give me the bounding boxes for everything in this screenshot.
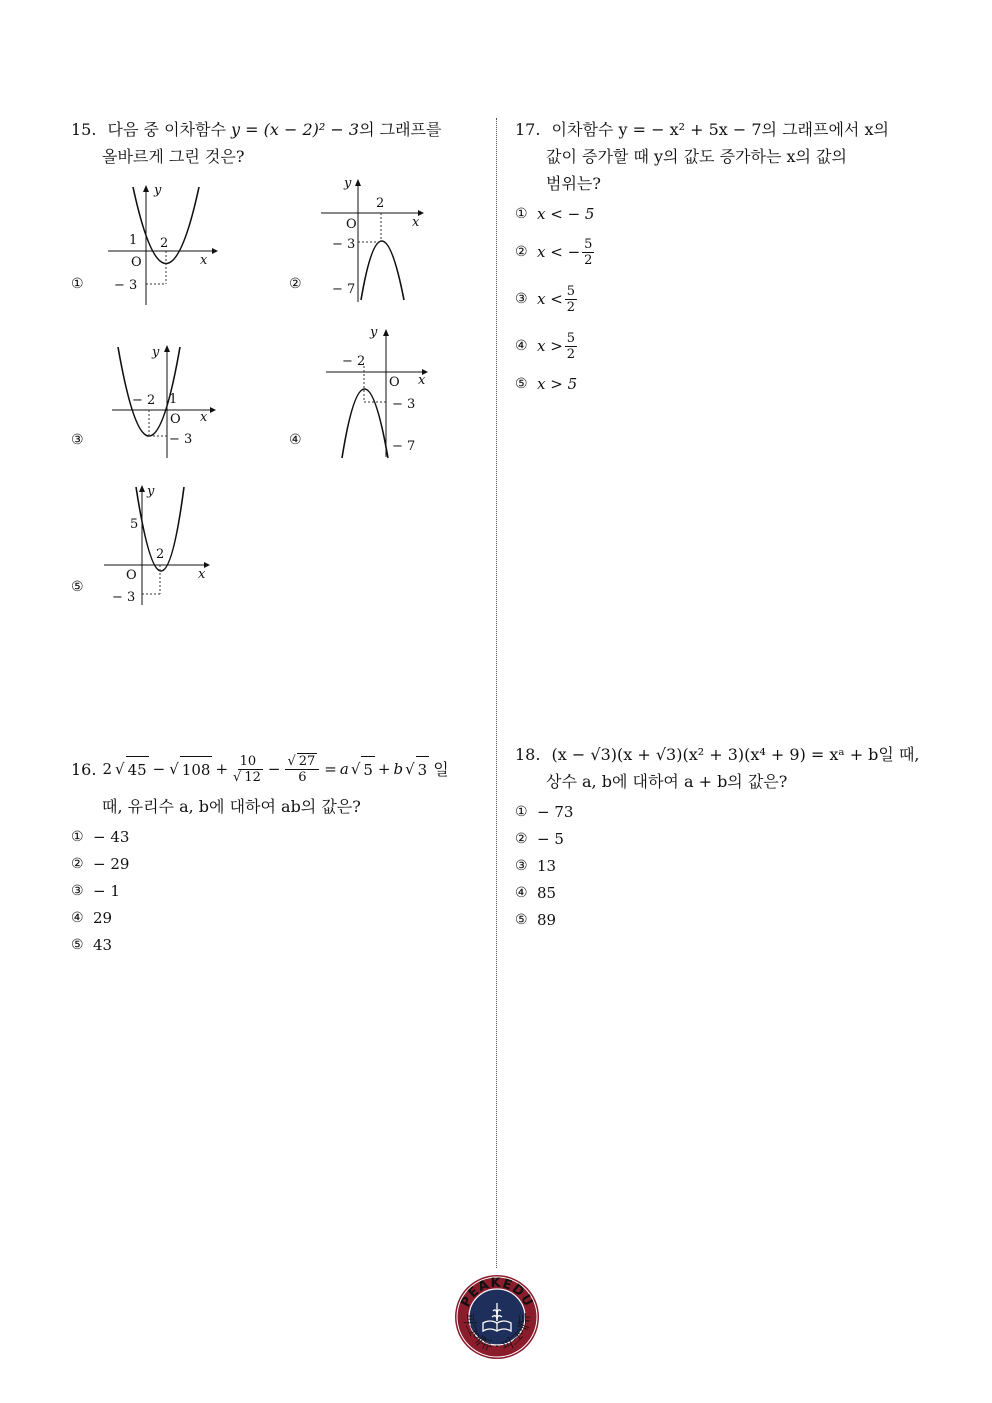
option-text: 89 [537, 911, 557, 929]
y-label: y [370, 325, 378, 340]
parabola [361, 241, 404, 300]
q15-stem-line2: 올바르게 그린 것은? [102, 147, 245, 166]
y-axis-arrow [383, 329, 389, 336]
expr-radicand-6: 3 [416, 756, 430, 784]
x-axis-arrow [210, 407, 216, 413]
q16-option-5[interactable] [71, 932, 486, 959]
option-text: − 29 [93, 855, 130, 873]
y-intercept-label: 1 [129, 233, 138, 248]
q17-option-5[interactable] [515, 369, 915, 399]
y-axis-arrow [139, 485, 145, 492]
question-18 [515, 741, 935, 934]
x-label: x [198, 567, 206, 582]
expr-fraction-2: $\frac{√ 27}{6}$ [285, 754, 319, 785]
origin-label: O [389, 375, 400, 390]
option-text: 85 [537, 884, 557, 902]
q18-option-3[interactable] [515, 853, 935, 880]
origin-label: O [170, 412, 181, 427]
expr-fraction-1: $\frac{10}{√ 12}$ [233, 754, 261, 785]
expr-radicand-1: 45 [126, 756, 149, 784]
option-mark: ① [515, 205, 528, 222]
y-label: y [152, 345, 160, 360]
option-mark: ① [515, 804, 528, 820]
q16-option-1[interactable] [71, 824, 486, 851]
option-text: 13 [537, 857, 557, 875]
q16-options [71, 824, 486, 959]
q18-stem-line1: (x − √3)(x + √3)(x² + 3)(x⁴ + 9) = xᵃ + b일 때, [551, 745, 920, 764]
option-mark: ④ [515, 885, 528, 901]
q17-option-1[interactable] [515, 199, 915, 229]
y-intercept-label: − 7 [332, 282, 356, 297]
q16-stem-tail: 일 [433, 760, 449, 779]
y-axis-arrow [143, 185, 149, 192]
q17-option-2[interactable] [515, 229, 915, 275]
q16-stem-line2: 때, 유리수 a, b에 대하여 ab의 값은? [102, 797, 361, 816]
q15-graph-3[interactable] [100, 340, 230, 465]
vertex-x-label: 2 [156, 547, 165, 562]
option-mark: ② [515, 243, 528, 260]
question-17 [515, 116, 915, 399]
vertex-x-label: − 2 [132, 393, 156, 408]
vertex-y-label: − 3 [392, 397, 416, 412]
option-text: − 43 [93, 828, 130, 846]
q15-graph-5[interactable] [100, 480, 230, 610]
logo-top-text: PEAKEDU [458, 1275, 536, 1310]
option-mark: ⑤ [515, 375, 528, 392]
option-text: x > [537, 336, 563, 355]
q17-options [515, 199, 915, 399]
q16-stem [71, 754, 486, 785]
frac1-num: 10 [239, 754, 257, 769]
vertex-y-label: − 3 [332, 237, 356, 252]
q15-stem [71, 116, 481, 170]
option-mark: ④ [515, 337, 528, 354]
option-frac-num: 5 [566, 330, 576, 346]
option-text: x < − [537, 242, 581, 261]
q17-stem-line2: 값이 증가할 때 y의 값도 증가하는 x의 값의 [546, 147, 847, 166]
expr-op-1: − [152, 760, 166, 778]
option-frac-den: 2 [584, 252, 593, 268]
q18-option-2[interactable] [515, 826, 935, 853]
option-frac-den: 2 [566, 299, 576, 315]
vertex-y-label: − 3 [169, 432, 193, 447]
x-intercept-label: 1 [169, 392, 178, 407]
option-mark: ③ [515, 290, 528, 307]
q16-expression: 2 √ 45 − √ 108 + $\frac{10}{√ 12}$ − $\frac{√ 27}{6}$ = a √ 5 + b √ 3 [102, 754, 428, 785]
y-intercept-label: 5 [130, 517, 139, 532]
parabola [342, 389, 388, 458]
expr-op-2: + [215, 760, 229, 778]
x-axis-arrow [212, 248, 218, 254]
x-label: x [200, 253, 208, 268]
vertex-x-label: − 2 [342, 354, 366, 369]
q18-option-1[interactable] [515, 799, 935, 826]
y-label: y [147, 484, 155, 499]
q18-option-5[interactable] [515, 907, 935, 934]
q18-stem-line2: 상수 a, b에 대하여 a + b의 값은? [546, 772, 788, 791]
vertex-x-label: 2 [160, 236, 169, 251]
frac1-den: 12 [244, 770, 261, 785]
y-intercept-label: − 7 [392, 439, 416, 454]
q18-option-4[interactable] [515, 880, 935, 907]
q16-option-4[interactable] [71, 905, 486, 932]
q17-stem [515, 116, 915, 197]
option-mark: ④ [71, 910, 84, 926]
q15-option-3-mark[interactable]: ③ [71, 432, 84, 448]
q16-option-3[interactable] [71, 878, 486, 905]
vertex-y-label: − 3 [112, 590, 136, 605]
origin-label: O [346, 217, 357, 232]
q17-stem-line3: 범위는? [546, 174, 601, 193]
q17-option-4[interactable] [515, 323, 915, 369]
q15-graph-4[interactable] [322, 322, 442, 462]
option-mark: ② [71, 856, 84, 872]
option-mark: ⑤ [515, 912, 528, 928]
q17-option-3[interactable] [515, 275, 915, 323]
q15-graph-2[interactable] [318, 172, 438, 307]
y-label: y [154, 183, 162, 198]
q15-number: 15. [71, 120, 97, 139]
peakedu-logo [453, 1273, 541, 1361]
frac2-num: 27 [298, 754, 316, 769]
q18-number: 18. [515, 745, 541, 764]
expr-b: b [393, 760, 404, 778]
expr-eq: = [324, 760, 337, 778]
expr-coef: 2 [102, 760, 112, 778]
q15-option-1-mark[interactable]: ① [71, 276, 84, 292]
q15-option-4-mark[interactable]: ④ [289, 432, 302, 448]
q15-option-5-mark[interactable]: ⑤ [71, 579, 84, 595]
option-text: x < [537, 289, 563, 308]
x-label: x [418, 373, 426, 388]
origin-label: O [126, 568, 137, 583]
option-text: − 73 [537, 803, 574, 821]
logo-bottom-text: 피크에듀 · 피크에듀 [460, 1312, 534, 1355]
option-mark: ⑤ [71, 937, 84, 953]
option-text: − 1 [93, 882, 120, 900]
x-label: x [200, 410, 208, 425]
q15-stem-lead: 다음 중 이차함수 [107, 120, 226, 139]
option-text: 29 [93, 909, 113, 927]
option-text: 43 [93, 936, 113, 954]
q18-options [515, 799, 935, 934]
expr-op-3: − [267, 760, 281, 778]
option-text: x > 5 [537, 374, 578, 393]
q16-option-2[interactable] [71, 851, 486, 878]
option-frac-num: 5 [566, 283, 576, 299]
q15-option-2-mark[interactable]: ② [289, 276, 302, 292]
question-16 [71, 754, 486, 959]
option-frac-num: 5 [584, 236, 593, 252]
frac2-den: 6 [298, 770, 307, 785]
x-label: x [412, 215, 420, 230]
expr-op-5: + [377, 760, 391, 778]
expr-radicand-5: 5 [361, 756, 375, 784]
question-15 [71, 116, 481, 170]
q15-equation: y = (x − 2)² − 3 [231, 120, 360, 139]
y-label: y [344, 176, 352, 191]
option-mark: ① [71, 829, 84, 845]
option-mark: ③ [71, 883, 84, 899]
q18-stem [515, 741, 935, 795]
q17-stem-line1: 이차함수 y = − x² + 5x − 7의 그래프에서 x의 [551, 120, 889, 139]
option-frac-den: 2 [566, 346, 576, 362]
option-mark: ③ [515, 858, 528, 874]
option-mark: ② [515, 831, 528, 847]
q17-number: 17. [515, 120, 541, 139]
option-text: − 5 [537, 830, 564, 848]
origin-label: O [131, 255, 142, 270]
q16-number: 16. [71, 760, 97, 779]
column-divider [496, 118, 497, 1268]
vertex-y-label: − 3 [114, 278, 138, 293]
expr-a: a [339, 760, 349, 778]
expr-radicand-2: 108 [180, 756, 213, 784]
y-axis-arrow [164, 345, 170, 352]
vertex-x-label: 2 [376, 196, 385, 211]
y-axis-arrow [355, 179, 361, 186]
q15-stem-tail: 의 그래프를 [359, 120, 442, 139]
q15-graph-1[interactable] [100, 180, 230, 310]
option-text: x < − 5 [537, 204, 595, 223]
